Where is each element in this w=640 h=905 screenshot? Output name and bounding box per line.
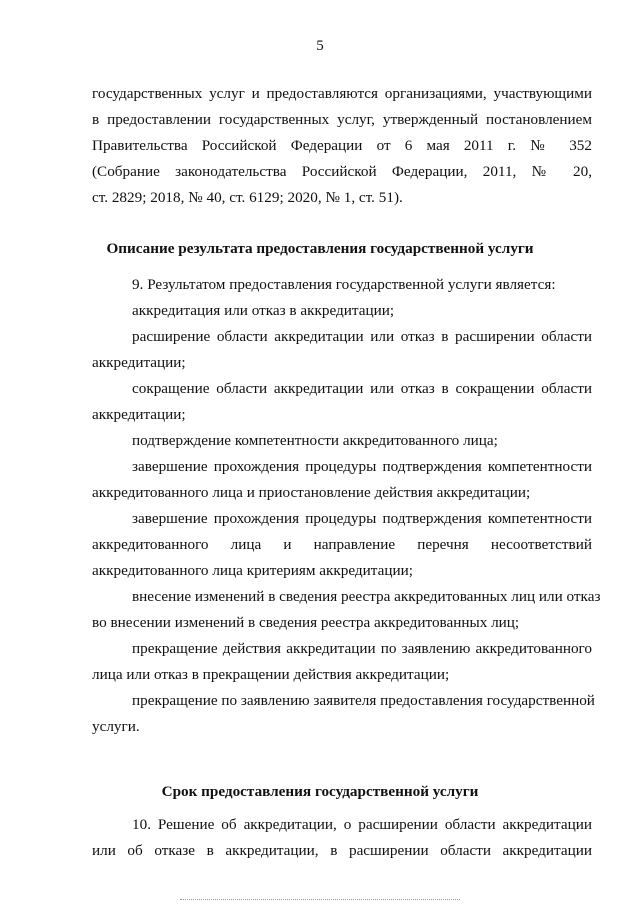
result-item-cont: аккредитации; (92, 406, 186, 423)
intro-line: в предоставлении государственных услуг, утвержденный постановлением (92, 111, 592, 128)
result-item: прекращение действия аккредитации по заявлению аккредитованного (132, 640, 592, 657)
result-item: сокращение области аккредитации или отказ в сокращении области (132, 380, 592, 397)
result-item: расширение области аккредитации или отказ в расширении области (132, 328, 592, 345)
result-lead: 9. Результатом предоставления государственной услуги является: (132, 276, 556, 293)
result-item-cont: аккредитованного лица и направление перечня несоответствий (92, 536, 592, 553)
term-line: 10. Решение об аккредитации, о расширении области аккредитации (132, 816, 592, 833)
page-number: 5 (316, 38, 324, 54)
result-item: завершение прохождения процедуры подтверждения компетентности (132, 510, 592, 527)
result-item-cont: лица или отказ в прекращении действия аккредитации; (92, 666, 450, 683)
result-item: прекращение по заявлению заявителя предоставления государственной (132, 692, 595, 709)
section-heading-term: Срок предоставления государственной услуги (161, 783, 479, 800)
result-item-cont: аккредитации; (92, 354, 186, 371)
term-line: или об отказе в аккредитации, в расширении области аккредитации (92, 842, 592, 859)
result-item-cont: во внесении изменений в сведения реестра аккредитованных лиц; (92, 614, 520, 631)
result-item: внесение изменений в сведения реестра аккредитованных лиц или отказ (132, 588, 601, 605)
intro-line: Правительства Российской Федерации от 6 мая 2011 г. № 352 (92, 137, 592, 154)
result-item: аккредитация или отказ в аккредитации; (132, 302, 395, 319)
section-heading-result: Описание результата предоставления государственной услуги (106, 240, 534, 257)
scan-edge-artifact (180, 899, 460, 900)
intro-paragraph (92, 81, 592, 211)
intro-line: государственных услуг и предоставляются организациями, участвующими (92, 85, 592, 102)
result-item-cont: аккредитованного лица критериям аккредитации; (92, 562, 413, 579)
section-term-body (92, 812, 592, 864)
section-result-body (92, 272, 601, 740)
intro-line: ст. 2829; 2018, № 40, ст. 6129; 2020, № 1, ст. 51). (92, 189, 403, 206)
result-item: подтверждение компетентности аккредитованного лица; (132, 432, 498, 449)
result-item-cont: услуги. (92, 718, 140, 735)
result-item-cont: аккредитованного лица и приостановление действия аккредитации; (92, 484, 531, 501)
result-item: завершение прохождения процедуры подтверждения компетентности (132, 458, 592, 475)
intro-line: (Собрание законодательства Российской Федерации, 2011, № 20, (92, 163, 592, 180)
